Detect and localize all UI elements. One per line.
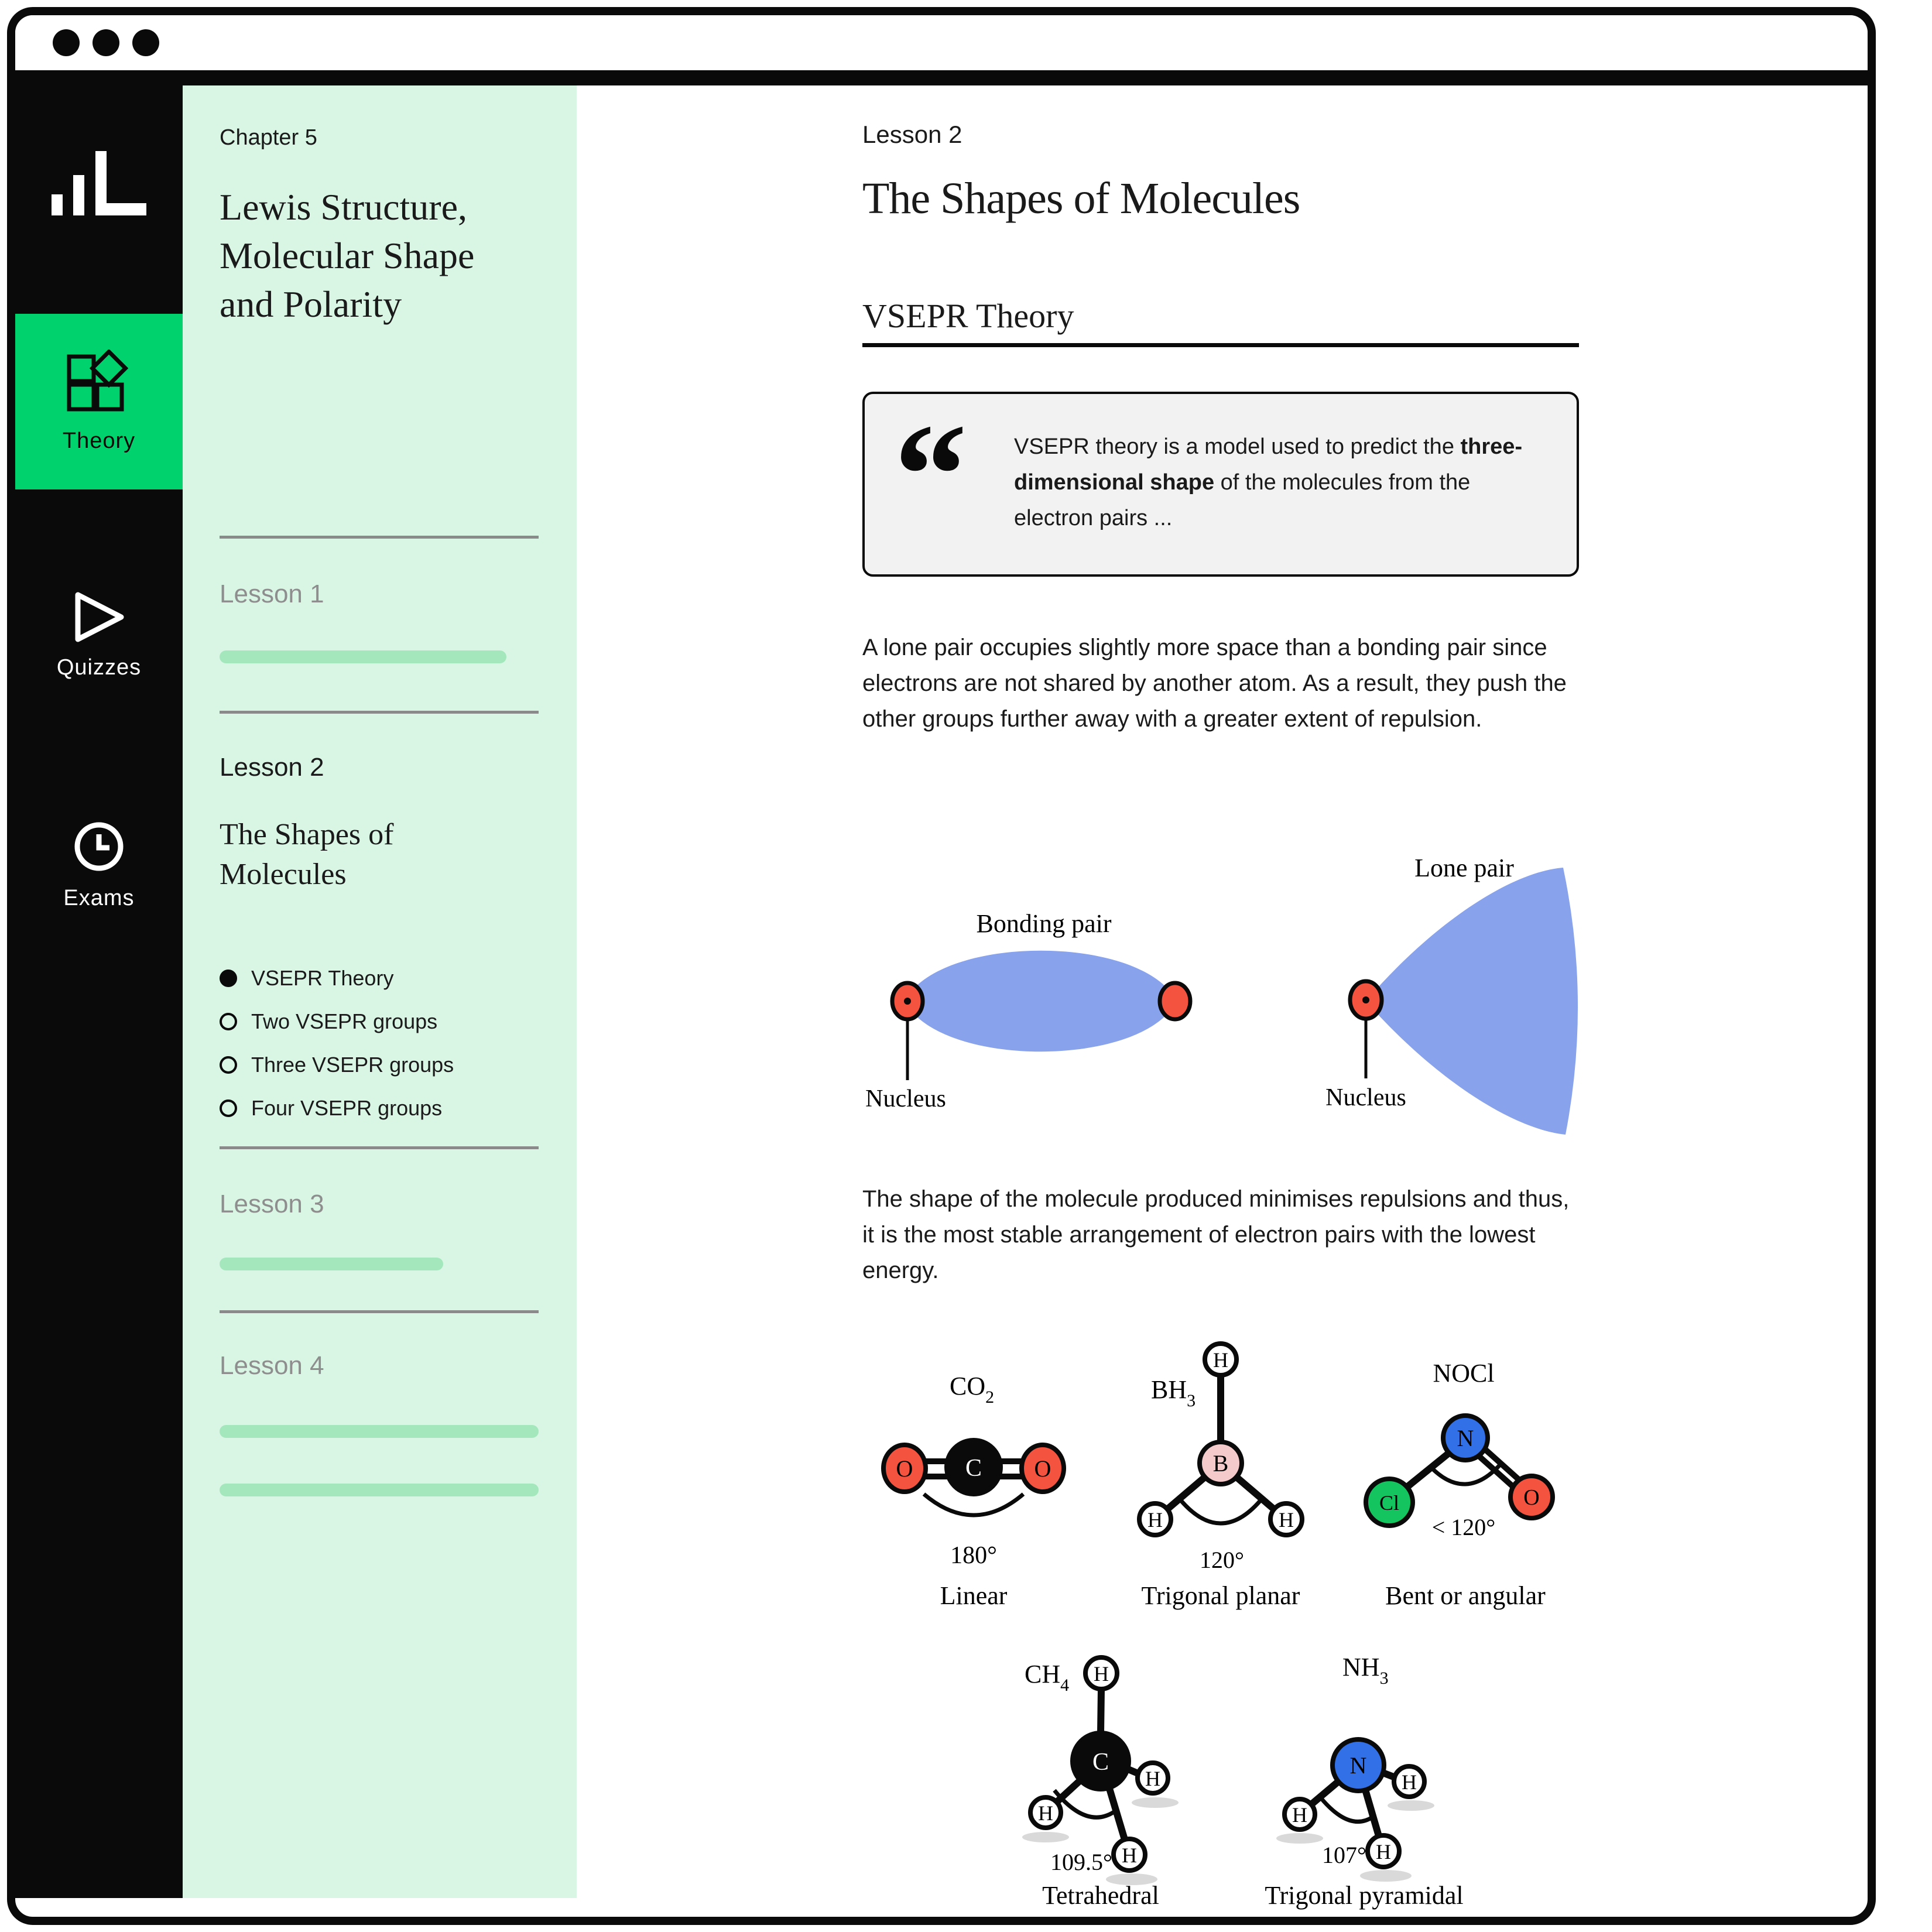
topic-label: Three VSEPR groups bbox=[251, 1053, 454, 1077]
bond-angle-label: < 120° bbox=[1431, 1514, 1496, 1540]
angle-arc bbox=[1318, 1795, 1372, 1822]
nav-item-label: Theory bbox=[62, 429, 136, 453]
window-control-dot[interactable] bbox=[93, 29, 119, 56]
window-control-dot[interactable] bbox=[53, 29, 80, 56]
topic-label: Two VSEPR groups bbox=[251, 1009, 438, 1033]
lesson-3-progress-bar bbox=[220, 1258, 443, 1270]
page-title: The Shapes of Molecules bbox=[862, 174, 1300, 223]
nav-item-quizzes[interactable] bbox=[15, 591, 183, 680]
topic-dot-icon bbox=[220, 1013, 237, 1030]
section-title: VSEPR Theory bbox=[862, 297, 1074, 335]
molecule-nocl bbox=[1366, 1359, 1553, 1610]
angle-arc bbox=[924, 1494, 1023, 1515]
atom-letter: N bbox=[1349, 1752, 1367, 1779]
atom-letter: O bbox=[1034, 1455, 1051, 1482]
app-window bbox=[7, 7, 1876, 1925]
atom-letter: N bbox=[1457, 1425, 1474, 1451]
atom-letter: H bbox=[1122, 1844, 1137, 1867]
topic-item-four-vsepr-groups[interactable] bbox=[220, 1087, 539, 1130]
bond-angle-label: 120° bbox=[1200, 1547, 1244, 1573]
shape-caption: Trigonal planar bbox=[1141, 1581, 1300, 1610]
shape-caption: Linear bbox=[940, 1581, 1008, 1610]
lesson-4-progress-bar bbox=[220, 1484, 539, 1496]
atom-shadow bbox=[1388, 1800, 1434, 1811]
topic-dot-icon bbox=[220, 1099, 237, 1117]
atom-letter: H bbox=[1145, 1767, 1160, 1790]
quote-text-post: of the molecules from the electron pairs ... bbox=[1014, 470, 1471, 530]
sidebar-divider bbox=[220, 1146, 539, 1149]
paragraph-lone-pair: A lone pair occupies slightly more space than a bonding pair since electrons are not shared by another atom. As a result, they push the other groups further away with a greater extent of repulsion. bbox=[862, 635, 1567, 732]
lesson-2-topics bbox=[220, 957, 539, 1130]
sidebar-item-lesson-3[interactable]: Lesson 3 bbox=[220, 1190, 324, 1218]
molecule-formula: NOCl bbox=[1433, 1359, 1495, 1388]
molecule-formula: $CH_4$ bbox=[1025, 1660, 1070, 1695]
lesson-label: Lesson 2 bbox=[862, 121, 962, 148]
bonding-pair-cloud bbox=[905, 951, 1177, 1052]
nav-item-label: Quizzes bbox=[56, 655, 142, 680]
atom-shadow bbox=[1132, 1797, 1179, 1808]
atom-letter: H bbox=[1147, 1508, 1163, 1532]
bond-angle-label: 180° bbox=[950, 1542, 997, 1569]
atom-letter: H bbox=[1094, 1662, 1109, 1686]
atom-letter: H bbox=[1038, 1801, 1053, 1825]
nucleus-label: Nucleus bbox=[865, 1085, 946, 1112]
nav-item-exams[interactable] bbox=[15, 820, 183, 911]
shape-caption: Tetrahedral bbox=[1042, 1881, 1159, 1910]
atom-letter: H bbox=[1213, 1348, 1228, 1372]
sidebar-item-lesson-4[interactable]: Lesson 4 bbox=[220, 1351, 324, 1380]
topic-item-vsepr-theory[interactable] bbox=[220, 957, 539, 1000]
nav-rail bbox=[15, 85, 183, 1898]
topic-active-dot-icon bbox=[220, 970, 237, 987]
quote-text bbox=[1014, 429, 1541, 536]
definition-quote-box bbox=[862, 392, 1579, 577]
atom-letter: H bbox=[1292, 1803, 1307, 1827]
atom-letter: O bbox=[896, 1455, 913, 1482]
lesson-2-title[interactable]: The Shapes of Molecules bbox=[220, 818, 394, 891]
lesson-sidebar bbox=[183, 85, 577, 1898]
angle-arc bbox=[1181, 1501, 1260, 1523]
atom-letter: O bbox=[1523, 1485, 1540, 1510]
play-icon bbox=[72, 591, 126, 646]
sidebar-divider bbox=[220, 1310, 539, 1313]
electron-pair-diagram bbox=[837, 814, 1598, 1147]
nucleus-dot bbox=[1160, 983, 1190, 1019]
atom-letter: B bbox=[1212, 1450, 1229, 1477]
molecule-ch4 bbox=[1022, 1657, 1179, 1910]
lesson-4-progress-bar bbox=[220, 1425, 539, 1438]
bond-angle-label: 107° bbox=[1322, 1842, 1366, 1868]
lone-pair-label: Lone pair bbox=[1414, 854, 1514, 882]
chapter-title: Lewis Structure, Molecular Shape and Polarity bbox=[220, 186, 475, 326]
quote-text-pre: VSEPR theory is a model used to predict the bbox=[1014, 434, 1461, 459]
topic-item-three-vsepr-groups[interactable] bbox=[220, 1043, 539, 1087]
topic-label: VSEPR Theory bbox=[251, 966, 394, 990]
nav-item-label: Exams bbox=[63, 886, 135, 910]
modules-icon bbox=[67, 350, 131, 418]
nucleus-center-dot bbox=[904, 998, 911, 1005]
atom-letter: C bbox=[965, 1455, 982, 1482]
sidebar-item-lesson-2[interactable]: Lesson 2 bbox=[220, 753, 324, 782]
atom-letter: H bbox=[1402, 1770, 1417, 1794]
lesson-1-progress-bar bbox=[220, 650, 506, 663]
sidebar-divider bbox=[220, 536, 539, 539]
nucleus-center-dot bbox=[1362, 996, 1369, 1003]
molecule-bh3 bbox=[1139, 1344, 1302, 1610]
nav-item-theory[interactable] bbox=[15, 314, 183, 489]
window-control-dot[interactable] bbox=[132, 29, 159, 56]
molecule-diagrams-row-1 bbox=[849, 1329, 1610, 1622]
quote-text-bold: three-dimensional shape bbox=[1014, 434, 1523, 495]
bond-angle-label: 109.5° bbox=[1050, 1849, 1112, 1875]
bar-chart-logo-icon[interactable] bbox=[52, 151, 146, 218]
topic-item-two-vsepr-groups[interactable] bbox=[220, 1000, 539, 1043]
lesson-content bbox=[577, 85, 1868, 1910]
molecule-co2 bbox=[883, 1372, 1064, 1610]
atom-letter: H bbox=[1376, 1840, 1391, 1864]
titlebar-divider bbox=[15, 70, 1868, 85]
molecule-nh3 bbox=[1265, 1653, 1463, 1910]
atom-letter: C bbox=[1092, 1749, 1109, 1776]
atom-shadow bbox=[1276, 1833, 1323, 1844]
quotation-mark-icon: “ bbox=[894, 394, 967, 556]
molecule-formula: $NH_3$ bbox=[1342, 1653, 1389, 1688]
atom-shadow bbox=[1360, 1870, 1412, 1882]
molecule-formula: $CO_2$ bbox=[950, 1372, 995, 1407]
atom-letter: Cl bbox=[1379, 1491, 1400, 1515]
clock-icon bbox=[72, 820, 126, 876]
topic-label: Four VSEPR groups bbox=[251, 1096, 443, 1120]
window-titlebar bbox=[15, 15, 1868, 70]
sidebar-item-lesson-1[interactable]: Lesson 1 bbox=[220, 580, 324, 608]
molecule-formula: $BH_3$ bbox=[1151, 1375, 1196, 1410]
title-underline bbox=[862, 343, 1579, 347]
atom-shadow bbox=[1022, 1832, 1069, 1842]
molecule-diagrams-row-2 bbox=[849, 1633, 1610, 1914]
shape-caption: Trigonal pyramidal bbox=[1265, 1881, 1464, 1910]
bonding-pair-label: Bonding pair bbox=[976, 909, 1112, 938]
paragraph-stability: The shape of the molecule produced minimises repulsions and thus, it is the most stable arrangement of electron pairs with the lowest energy. bbox=[862, 1186, 1570, 1283]
sidebar-divider bbox=[220, 711, 539, 714]
chapter-label: Chapter 5 bbox=[220, 125, 317, 150]
topic-dot-icon bbox=[220, 1056, 237, 1074]
shape-caption: Bent or angular bbox=[1385, 1581, 1546, 1610]
nucleus-label: Nucleus bbox=[1325, 1084, 1406, 1111]
atom-letter: H bbox=[1279, 1508, 1294, 1532]
